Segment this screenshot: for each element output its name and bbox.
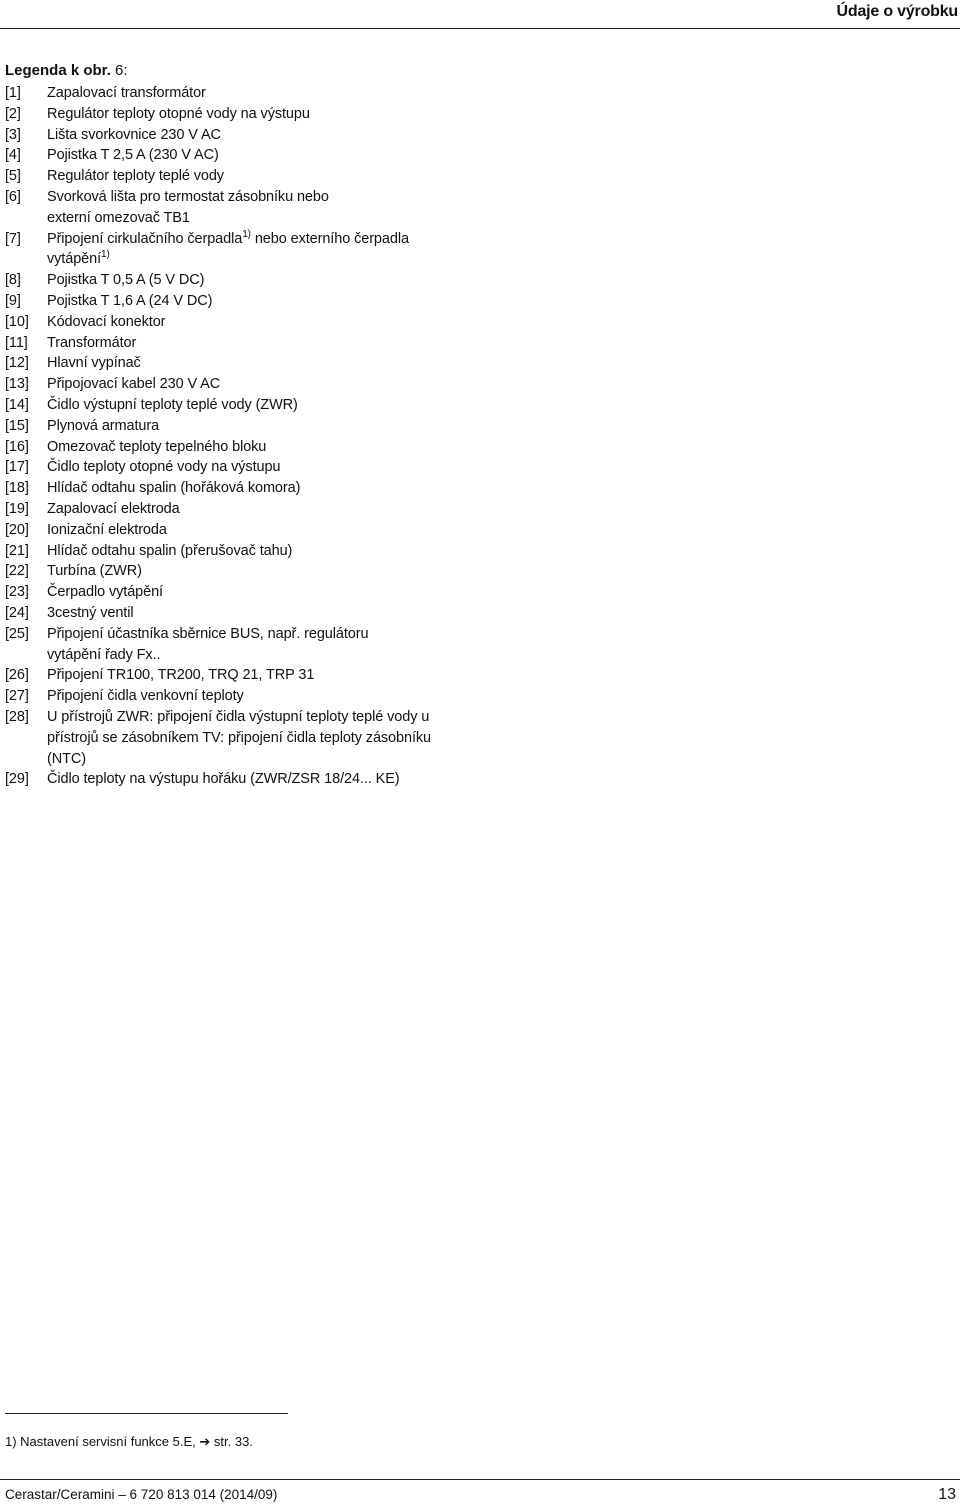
- legend-item-line: [47, 374, 565, 395]
- legend-item-line-text: vytápění řady Fx..: [47, 646, 161, 663]
- legend-item-line: [47, 603, 565, 624]
- legend-item-text: [47, 353, 565, 374]
- legend-item-text: [47, 624, 565, 666]
- legend-item-text: [47, 395, 565, 416]
- legend-item-text: [47, 541, 565, 562]
- legend-item-number: [21]: [5, 542, 29, 559]
- arrow-right-icon: ➔: [199, 1434, 211, 1449]
- legend-item-text: [47, 125, 565, 146]
- legend-item-text: [47, 83, 565, 104]
- legend-item-text: [47, 166, 565, 187]
- legend-item-number: [28]: [5, 708, 29, 725]
- legend-item-number: [7]: [5, 230, 21, 247]
- legend-item-line-text: Připojení čidla venkovní teploty: [47, 688, 244, 705]
- legend-item: [5, 416, 565, 437]
- legend-item-number: [8]: [5, 272, 21, 289]
- legend-item-line-text: Svorková lišta pro termostat zásobníku nebo: [47, 188, 329, 205]
- legend-item-text: [47, 665, 565, 686]
- legend-item-line: [47, 665, 565, 686]
- legend-item-line-text: Hlídač odtahu spalin (hořáková komora): [47, 480, 301, 497]
- legend-item: [5, 374, 565, 395]
- legend-item-line-text: Připojení účastníka sběrnice BUS, např. regulátoru: [47, 625, 369, 642]
- footer-divider: [0, 1479, 960, 1480]
- legend-item-line: [47, 582, 565, 603]
- legend-item-line-text: Pojistka T 0,5 A (5 V DC): [47, 272, 205, 289]
- legend-item-line-text: Zapalovací elektroda: [47, 500, 180, 517]
- legend-item-line-text: 3cestný ventil: [47, 604, 134, 621]
- legend-item-line: [47, 520, 565, 541]
- legend-item-number: [9]: [5, 292, 21, 309]
- footnote-text: 1) Nastavení servisní funkce 5.E,: [5, 1434, 200, 1449]
- legend-item-text: [47, 437, 565, 458]
- legend-heading-figure-ref: 6:: [110, 62, 128, 79]
- legend-item-number: [29]: [5, 771, 29, 788]
- legend-item: [5, 83, 565, 104]
- legend-item-line: [47, 686, 565, 707]
- legend-item: [5, 457, 565, 478]
- legend-item-text: [47, 229, 565, 271]
- legend-item: [5, 291, 565, 312]
- legend-item: [5, 686, 565, 707]
- legend-item-line-text: Připojení TR100, TR200, TRQ 21, TRP 31: [47, 667, 315, 684]
- legend-item: [5, 104, 565, 125]
- legend-item-line: [47, 561, 565, 582]
- legend-item-number: [3]: [5, 126, 21, 143]
- legend-item-text: [47, 187, 565, 229]
- legend-item-line: [47, 395, 565, 416]
- legend-item-line: [47, 249, 565, 270]
- legend-item-text: [47, 145, 565, 166]
- legend-item-line-text: (NTC): [47, 750, 86, 767]
- legend-item-line: [47, 187, 565, 208]
- legend-item: [5, 499, 565, 520]
- legend-item: [5, 353, 565, 374]
- legend-item-text: [47, 707, 565, 769]
- legend-item-line-text: vytápění: [47, 251, 102, 268]
- legend-item-line-text: Omezovač teploty tepelného bloku: [47, 438, 267, 455]
- legend-item-line: [47, 499, 565, 520]
- legend-item-number: [19]: [5, 500, 29, 517]
- legend-item: [5, 437, 565, 458]
- legend-item: [5, 603, 565, 624]
- legend-item-line-text: Čidlo teploty otopné vody na výstupu: [47, 459, 281, 476]
- legend-item-number: [20]: [5, 521, 29, 538]
- legend-item-text: [47, 291, 565, 312]
- legend-item-number: [16]: [5, 438, 29, 455]
- legend-item-line-text: Pojistka T 1,6 A (24 V DC): [47, 292, 213, 309]
- legend-item-line: [47, 416, 565, 437]
- legend-item-number: [24]: [5, 604, 29, 621]
- legend-item-number: [25]: [5, 625, 29, 642]
- legend-item-line-text: Kódovací konektor: [47, 313, 166, 330]
- legend-item-text: [47, 499, 565, 520]
- legend-item-number: [10]: [5, 313, 29, 330]
- legend-item-number: [23]: [5, 584, 29, 601]
- legend-item-text: [47, 478, 565, 499]
- footnote-divider: [5, 1413, 288, 1414]
- legend-item-number: [13]: [5, 376, 29, 393]
- legend-item-line-text: přístrojů se zásobníkem TV: připojení čidla teploty zásobníku: [47, 729, 431, 746]
- legend-item: [5, 333, 565, 354]
- legend-item: [5, 541, 565, 562]
- legend-item-line: [47, 333, 565, 354]
- legend-item-text: [47, 603, 565, 624]
- legend-item-line: [47, 270, 565, 291]
- legend-item-line: [47, 125, 565, 146]
- legend-item-line-text: U přístrojů ZWR: připojení čidla výstupní teploty teplé vody u: [47, 708, 430, 725]
- legend-item-line: [47, 208, 565, 229]
- legend-item-number: [14]: [5, 396, 29, 413]
- legend-item-line: [47, 769, 565, 790]
- legend-item-number: [4]: [5, 147, 21, 164]
- legend-item-number: [17]: [5, 459, 29, 476]
- legend-item-line-text: Připojovací kabel 230 V AC: [47, 376, 221, 393]
- footnote-page-ref: str. 33.: [210, 1434, 253, 1449]
- legend-item-line-text: Zapalovací transformátor: [47, 85, 206, 101]
- legend-item-line-text: externí omezovač TB1: [47, 209, 190, 226]
- legend-item-number: [11]: [5, 334, 28, 351]
- legend-item-line-text: Plynová armatura: [47, 417, 160, 434]
- legend-item-line: [47, 645, 565, 666]
- page-number: 13: [938, 1486, 956, 1503]
- legend-item-number: [27]: [5, 688, 29, 705]
- legend-item-number: [22]: [5, 563, 29, 580]
- legend-item-text: [47, 270, 565, 291]
- section-title: Údaje o výrobku: [836, 3, 958, 20]
- legend-item-line: [47, 457, 565, 478]
- legend-item: [5, 582, 565, 603]
- legend-item: [5, 270, 565, 291]
- legend-item-number: [26]: [5, 667, 29, 684]
- legend-item-text: [47, 374, 565, 395]
- legend-item-line-text: Hlídač odtahu spalin (přerušovač tahu): [47, 542, 293, 559]
- legend-item-text: [47, 104, 565, 125]
- legend-item-line: [47, 312, 565, 333]
- footnote-marker: 1): [242, 228, 251, 240]
- legend-item-line: [47, 707, 565, 728]
- legend-item-text: [47, 686, 565, 707]
- legend-item-number: [18]: [5, 480, 29, 497]
- legend-item-text: [47, 582, 565, 603]
- legend-item-line: [47, 353, 565, 374]
- legend-item-line: [47, 291, 565, 312]
- legend-item-line-text: Pojistka T 2,5 A (230 V AC): [47, 147, 219, 164]
- legend-item-line-text: Čidlo výstupní teploty teplé vody (ZWR): [47, 396, 298, 413]
- footnote: [5, 1434, 253, 1450]
- legend-item-line: [47, 728, 565, 749]
- legend-item-line: [47, 104, 565, 125]
- legend-item: [5, 395, 565, 416]
- legend-item-line-text: Regulátor teploty otopné vody na výstupu: [47, 105, 310, 122]
- legend-item-text: [47, 416, 565, 437]
- legend-item-line-text: Připojení cirkulačního čerpadla: [47, 230, 243, 247]
- legend-item: [5, 665, 565, 686]
- legend-item-line: [47, 83, 565, 104]
- legend-item-number: [2]: [5, 105, 21, 122]
- legend-item-number: [6]: [5, 188, 21, 205]
- legend-item-line-text: Transformátor: [47, 334, 137, 351]
- legend-item: [5, 769, 565, 790]
- legend-item-line-text: Hlavní vypínač: [47, 355, 141, 372]
- legend-item-line: [47, 478, 565, 499]
- legend-item-line-text: Regulátor teploty teplé vody: [47, 168, 224, 185]
- legend-item-line: [47, 145, 565, 166]
- footer-document-id: Cerastar/Ceramini – 6 720 813 014 (2014/09): [5, 1487, 278, 1502]
- legend-item-line: [47, 437, 565, 458]
- legend-item-line: [47, 229, 565, 250]
- legend-item: [5, 707, 565, 769]
- legend-item-number: [5]: [5, 168, 21, 185]
- legend-item-number: [15]: [5, 417, 29, 434]
- legend-heading-label: Legenda k obr.: [5, 62, 111, 79]
- legend-item-text: [47, 561, 565, 582]
- legend-item: [5, 166, 565, 187]
- legend-item: [5, 478, 565, 499]
- legend-item: [5, 520, 565, 541]
- legend-item-line-text: Čidlo teploty na výstupu hořáku (ZWR/ZSR 18/24... KE): [47, 771, 400, 788]
- legend-item: [5, 624, 565, 666]
- legend-item: [5, 187, 565, 229]
- legend-item-number: [1]: [5, 85, 21, 101]
- legend-item-line-text: Čerpadlo vytápění: [47, 584, 163, 601]
- legend-item-line: [47, 541, 565, 562]
- legend-item: [5, 561, 565, 582]
- legend-item-number: [12]: [5, 355, 29, 372]
- legend-item-line: [47, 749, 565, 770]
- legend-item: [5, 125, 565, 146]
- footnote-marker: 1): [101, 249, 110, 261]
- legend-item: [5, 229, 565, 271]
- legend-item-line-continuation: nebo externího čerpadla: [250, 230, 409, 247]
- legend-list: [5, 83, 565, 790]
- legend-item-text: [47, 769, 565, 790]
- legend-item-line-text: Turbína (ZWR): [47, 563, 142, 580]
- legend-item-line-text: Ionizační elektroda: [47, 521, 167, 538]
- legend-item-line: [47, 624, 565, 645]
- legend-item: [5, 145, 565, 166]
- legend-heading: [5, 62, 128, 79]
- legend-item: [5, 312, 565, 333]
- legend-item-text: [47, 333, 565, 354]
- header-divider: [0, 28, 960, 29]
- legend-item-line-text: Lišta svorkovnice 230 V AC: [47, 126, 221, 143]
- legend-item-text: [47, 457, 565, 478]
- legend-item-line: [47, 166, 565, 187]
- legend-item-text: [47, 312, 565, 333]
- legend-item-text: [47, 520, 565, 541]
